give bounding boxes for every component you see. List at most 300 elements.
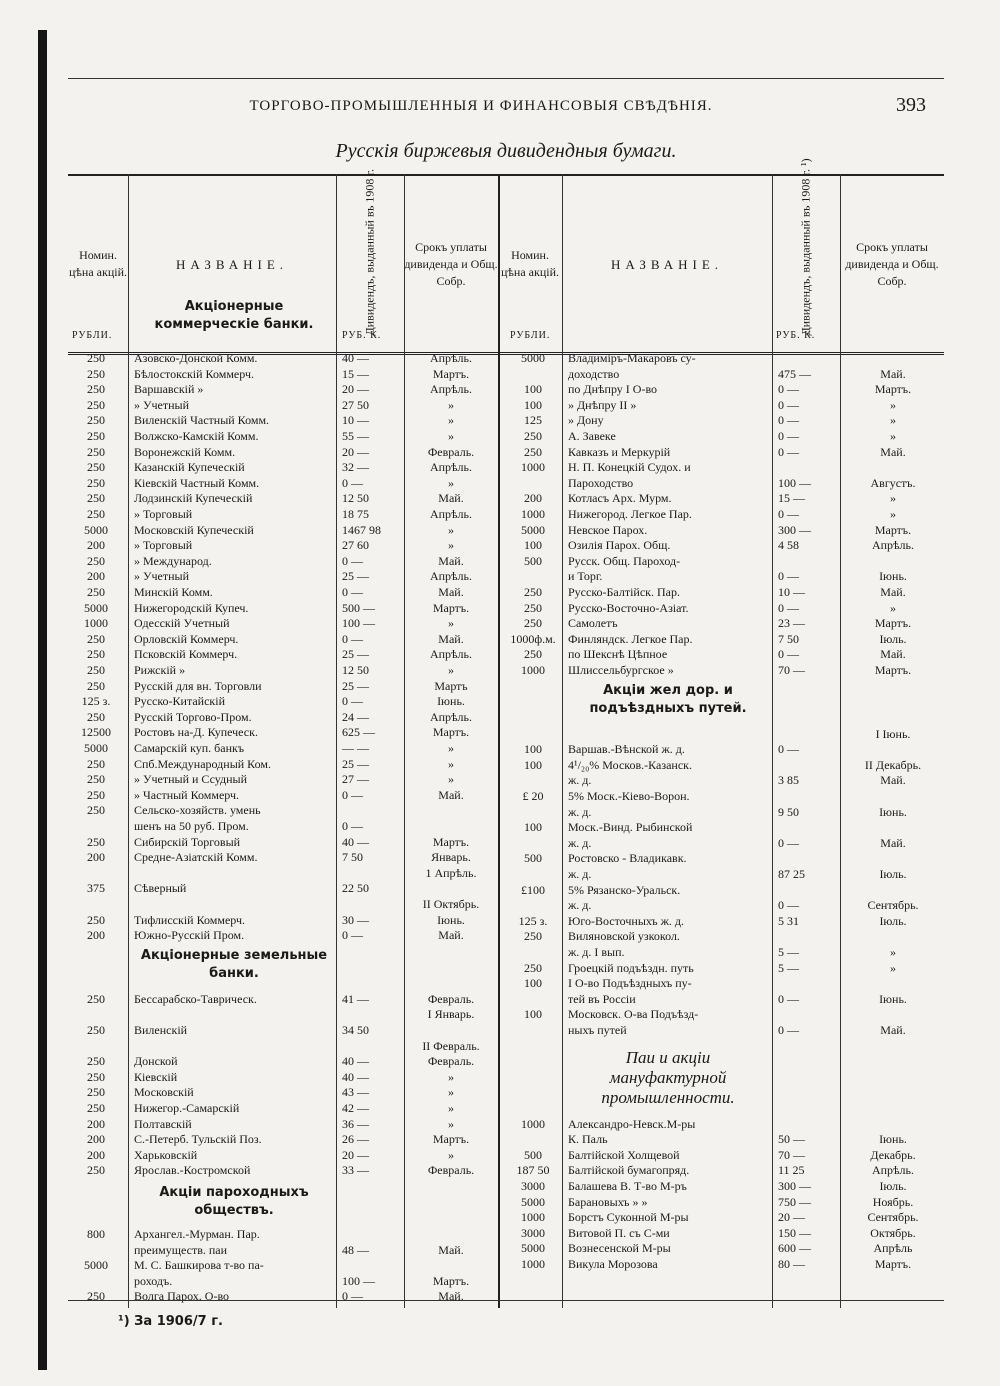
security-name: преимуществ. паи	[134, 1242, 228, 1257]
dividend-value: 15 —	[778, 491, 805, 506]
security-name: Моск.-Винд. Рыбинской	[568, 820, 693, 835]
dividend-value: 18 75	[342, 507, 369, 521]
nominal-value: 187 50	[516, 1163, 550, 1178]
payment-term: Май.	[438, 787, 464, 802]
nominal-value: 100	[524, 397, 542, 412]
dividend-value: 70 —	[778, 663, 805, 677]
security-name: Гроецкій подъѣздн. путь	[568, 960, 694, 975]
security-name: Русско-Китайскій	[134, 694, 226, 709]
section-heading: Акціонерные коммерческіе банки.	[154, 299, 314, 332]
nominal-value: 250	[87, 991, 105, 1006]
table-row	[502, 1240, 942, 1256]
payment-term: Май.	[880, 773, 906, 788]
table-row	[502, 428, 942, 444]
security-name: » Днѣпру II »	[568, 397, 637, 412]
payment-term: »	[890, 429, 896, 443]
nominal-value: 1000	[521, 507, 545, 521]
nominal-value: 250	[87, 382, 105, 397]
table-row	[68, 412, 508, 428]
security-name: Ростовъ на-Д. Купеческ.	[134, 725, 258, 740]
security-name: доходство	[568, 366, 620, 381]
dividend-value: 0 —	[342, 787, 363, 802]
nominal-value: 3000	[521, 1179, 545, 1193]
dividend-value: 27 —	[342, 772, 369, 787]
payment-term: Апрѣль.	[429, 351, 473, 365]
table-row	[68, 802, 508, 818]
payment-term: Декабрь.	[870, 1147, 916, 1162]
dividend-value: 100 —	[342, 616, 375, 631]
dividend-value: 24 —	[342, 709, 369, 724]
dividend-value: 0 —	[778, 397, 799, 412]
table-row	[502, 444, 942, 460]
security-name: Архангел.-Мурман. Пар.	[134, 1227, 260, 1241]
nominal-value: 100	[524, 976, 542, 991]
payment-term: Мартъ.	[874, 382, 912, 397]
dividend-value: 750 —	[778, 1194, 811, 1209]
table-row	[68, 1131, 508, 1147]
dividend-value: 0 —	[342, 553, 363, 568]
payment-term: Мартъ.	[432, 600, 470, 615]
nominal-value: 5000	[521, 351, 545, 365]
nominal-value: 375	[87, 881, 105, 896]
table-row	[502, 568, 942, 584]
nominal-value: 250	[87, 772, 105, 787]
table-row	[68, 631, 508, 647]
bottom-rule	[68, 1300, 944, 1301]
nominal-value: 250	[87, 1069, 105, 1084]
payment-term: »	[448, 429, 454, 443]
security-name: Нижегород. Легкое Пар.	[568, 507, 692, 521]
dividend-value: 300 —	[778, 522, 811, 537]
table-row	[68, 818, 508, 834]
payment-term: Мартъ.	[874, 1257, 912, 1271]
security-name: Борстъ Суконной М-ры	[568, 1210, 689, 1225]
table-row	[502, 397, 942, 413]
nominal-value: 250	[87, 444, 105, 459]
nominal-value: 250	[87, 1085, 105, 1100]
payment-term: Февраль.	[427, 1054, 475, 1069]
col-name-left: НАЗВАНІЕ.	[175, 256, 289, 272]
table-row	[68, 927, 508, 943]
payment-term: Май.	[438, 631, 464, 646]
table-row	[68, 1226, 508, 1242]
payment-term: »	[448, 1147, 454, 1162]
table-row	[68, 1053, 508, 1069]
security-name: Русскій для вн. Торговли	[134, 678, 262, 693]
nominal-value: 5000	[84, 1258, 108, 1273]
nominal-value: 12500	[81, 725, 111, 740]
dividend-value: 7 50	[778, 631, 799, 646]
nominal-value: 200	[87, 1147, 105, 1162]
table-row	[502, 1022, 942, 1038]
security-name: Полтавскій	[134, 1116, 192, 1131]
nominal-value: 250	[87, 709, 105, 724]
nominal-value: 800	[87, 1227, 105, 1241]
payment-term: Августъ.	[870, 475, 916, 490]
security-name: Тифлисскій Коммерч.	[134, 912, 246, 927]
units-left: РУБЛИ.	[72, 330, 113, 341]
table-row	[502, 788, 942, 804]
table-row	[502, 600, 942, 616]
payment-term: »	[448, 663, 454, 677]
security-name: Нижегор.-Самарскій	[134, 1101, 240, 1115]
page	[68, 78, 944, 1348]
dividend-value: 27 50	[342, 397, 369, 412]
table-row	[68, 912, 508, 928]
payment-term: Май.	[438, 491, 464, 506]
security-name: М. С. Башкирова т-во па-	[134, 1258, 264, 1273]
table-row	[502, 850, 942, 866]
payment-term: Май.	[438, 1242, 464, 1257]
table-row	[502, 741, 942, 757]
table-row	[68, 849, 508, 865]
dividend-value: 0 —	[778, 1023, 799, 1037]
payment-term: Февраль.	[427, 1163, 475, 1178]
dividend-value: 625 —	[342, 725, 375, 740]
payment-term: Май.	[438, 585, 464, 599]
dividend-value: 475 —	[778, 366, 811, 381]
payment-term: Май.	[438, 553, 464, 568]
table-row	[502, 975, 942, 991]
dividend-value: 0 —	[778, 413, 799, 428]
security-name: » Торговый	[134, 507, 193, 521]
header-rule	[68, 78, 944, 79]
nominal-value: 1000ф.м.	[510, 631, 556, 646]
dividend-value: 27 60	[342, 538, 369, 553]
table-row	[502, 928, 942, 944]
table-row	[502, 1131, 942, 1147]
section-heading: Паи и акціи мануфактурной промышленности.	[601, 1047, 735, 1107]
table-row	[68, 756, 508, 772]
table-row	[68, 1116, 508, 1132]
dividend-value: 0 —	[778, 647, 799, 662]
nominal-value: 250	[524, 600, 542, 615]
dividend-value: 25 —	[342, 756, 369, 771]
security-name: Балтійской бумагопряд.	[568, 1163, 690, 1178]
payment-term: Апрѣль.	[871, 538, 915, 553]
table-row	[68, 568, 508, 584]
table-row	[68, 584, 508, 600]
table-row	[68, 1288, 508, 1304]
table-row	[502, 366, 942, 382]
table-row	[502, 584, 942, 600]
table-row	[502, 835, 942, 851]
payment-term: »	[890, 397, 896, 412]
payment-term: Іюнь.	[879, 804, 907, 819]
nominal-value: 250	[87, 1023, 105, 1037]
units-right: РУБЛИ.	[510, 330, 551, 341]
security-name: » Частный Коммерч.	[134, 787, 240, 802]
table-row	[68, 1022, 508, 1038]
nominal-value: 200	[87, 928, 105, 943]
page-number: 393	[896, 94, 926, 116]
security-name: Сѣверный	[134, 881, 187, 896]
col-nom-left: Номин. цѣна акцій.	[68, 248, 128, 279]
table-row	[68, 1069, 508, 1085]
dividend-value: 7 50	[342, 850, 363, 865]
payment-term: Май.	[438, 928, 464, 943]
security-name: Московскій Купеческій	[134, 522, 254, 537]
nominal-value: 250	[524, 929, 542, 944]
security-name: Волга Парох. О-во	[134, 1289, 230, 1304]
table-row	[68, 1162, 508, 1178]
table-row	[68, 475, 508, 491]
security-name: Русск. Общ. Пароход-	[568, 553, 681, 568]
dividend-value: 11 25	[778, 1163, 805, 1178]
dividend-value: 300 —	[778, 1179, 811, 1193]
nominal-value: 250	[87, 1101, 105, 1115]
dividend-value: 70 —	[778, 1147, 805, 1162]
security-name: Бессарабско-Таврическ.	[134, 991, 257, 1006]
nominal-value: 250	[87, 631, 105, 646]
payment-term: »	[448, 756, 454, 771]
table-row	[502, 459, 942, 475]
security-name: Виленскій	[134, 1023, 188, 1037]
nominal-value: 100	[524, 757, 542, 772]
payment-term: »	[890, 491, 896, 506]
table-row	[502, 772, 942, 788]
nominal-value: 250	[87, 756, 105, 771]
table-row	[68, 1084, 508, 1100]
table-row	[502, 726, 942, 742]
nominal-value: 250	[524, 429, 542, 443]
security-name: по Днѣпру I О-во	[568, 382, 658, 397]
security-name: Владиміръ-Макаровъ су-	[568, 351, 696, 365]
payment-term: Іюнь.	[879, 1132, 907, 1147]
payment-term: Іюль.	[879, 1179, 907, 1193]
security-name: Орловскій Коммерч.	[134, 631, 239, 646]
nominal-value: 5000	[521, 1194, 545, 1209]
security-name: Кіевскій Частный Комм.	[134, 475, 260, 490]
nominal-value: 100	[524, 382, 542, 397]
nominal-value: 250	[524, 444, 542, 459]
security-name: и Торг.	[568, 569, 603, 584]
payment-term: Мартъ	[434, 678, 468, 693]
security-name: Волжско-Камскій Комм.	[134, 429, 259, 443]
payment-term: »	[890, 945, 896, 959]
table-row	[68, 600, 508, 616]
nominal-value: 1000	[521, 1210, 545, 1225]
payment-term: II Декабрь.	[864, 757, 922, 772]
payment-term: Мартъ.	[432, 1273, 470, 1288]
security-name: » Учетный	[134, 569, 190, 584]
table-row	[502, 757, 942, 773]
nominal-value: 1000	[521, 1116, 545, 1131]
nominal-value: 200	[87, 1132, 105, 1147]
table-row	[68, 397, 508, 413]
payment-term: »	[448, 538, 454, 553]
table-row	[68, 553, 508, 569]
payment-term: Май.	[438, 1289, 464, 1304]
payment-term: Мартъ.	[432, 725, 470, 740]
security-name: Котласъ Арх. Мурм.	[568, 491, 672, 506]
dividend-value: 26 —	[342, 1132, 369, 1147]
nominal-value: 500	[524, 1147, 542, 1162]
nominal-value: 5000	[521, 522, 545, 537]
col-term-right: Срокъ уплаты дивиденда и Общ. Собр.	[845, 239, 939, 288]
table-row	[68, 1273, 508, 1289]
payment-term: Февраль.	[427, 991, 475, 1006]
dividend-value: 500 —	[342, 600, 375, 615]
table-row	[502, 662, 942, 678]
nominal-value: 250	[87, 585, 105, 599]
page-spine	[38, 30, 47, 1370]
nominal-value: 200	[87, 1116, 105, 1131]
security-name: роходъ.	[134, 1273, 173, 1288]
dividend-value: 600 —	[778, 1241, 811, 1256]
dividend-value: 40 —	[342, 834, 369, 849]
security-name: Кіевскій	[134, 1069, 178, 1084]
nominal-value: 250	[87, 460, 105, 475]
dividend-value: 0 —	[778, 835, 799, 850]
table-row	[68, 709, 508, 725]
security-name: ныхъ путей	[568, 1023, 627, 1037]
dividend-value: 100 —	[342, 1273, 375, 1288]
security-name: Пароходство	[568, 475, 634, 490]
security-name: Казанскій Купеческій	[134, 460, 245, 475]
payment-term: Мартъ.	[432, 1132, 470, 1147]
security-name: 4¹/₂₀% Москов.-Казанск.	[568, 757, 692, 772]
nominal-value: £100	[521, 882, 545, 897]
table-row	[68, 678, 508, 694]
dividend-value: 9 50	[778, 804, 799, 819]
table-row	[502, 1178, 942, 1194]
security-name: Балашева В. Т-во М-ръ	[568, 1179, 687, 1193]
dividend-value: 48 —	[342, 1242, 369, 1257]
security-name: Александро-Невск.М-ры	[568, 1116, 696, 1131]
nominal-value: 200	[87, 569, 105, 584]
footnote: ¹) За 1906/7 г.	[118, 1314, 223, 1329]
nominal-value: 125 з.	[518, 913, 548, 928]
table-row	[68, 880, 508, 896]
security-name: Московск. О-ва Подъѣзд-	[568, 1007, 699, 1022]
table-row	[502, 866, 942, 882]
security-name: ж. д.	[568, 773, 592, 788]
security-name: Вознесенской М-ры	[568, 1241, 671, 1256]
security-name: Самарскій куп. банкъ	[134, 741, 245, 755]
dividend-value: 42 —	[342, 1101, 369, 1115]
payment-term: II Октябрь.	[422, 897, 480, 911]
nominal-value: 100	[524, 1007, 542, 1022]
security-name: Барановыхъ » »	[568, 1194, 648, 1209]
nominal-value: 1000	[521, 460, 545, 475]
table-row	[68, 537, 508, 553]
table-row	[502, 646, 942, 662]
payment-term: Май.	[880, 1023, 906, 1037]
dividend-value: 30 —	[342, 912, 369, 927]
dividend-value: 40 —	[342, 351, 369, 365]
table-row	[68, 787, 508, 803]
security-name: Харьковскій	[134, 1147, 198, 1162]
security-name: 5% Рязанско-Уральск.	[568, 882, 681, 897]
security-name: Донской	[134, 1054, 178, 1069]
table-row	[502, 553, 942, 569]
table-row	[502, 475, 942, 491]
nominal-value: 250	[87, 1289, 105, 1304]
security-name: Спб.Международный Ком.	[134, 756, 271, 771]
table-row	[68, 350, 508, 366]
dividend-value: 20 —	[342, 1147, 369, 1162]
col-div-left: Дивидендъ, выданный въ 1908 г.	[362, 169, 377, 336]
nominal-value: 250	[87, 912, 105, 927]
table-row	[68, 865, 508, 881]
dividend-value: 23 —	[778, 616, 805, 631]
security-name: » Дону	[568, 413, 604, 428]
nominal-value: 250	[524, 647, 542, 662]
security-name: Лодзинскій Купеческій	[134, 491, 253, 506]
nominal-value: 100	[524, 742, 542, 757]
col-name-right: НАЗВАНІЕ.	[610, 256, 724, 272]
nominal-value: 125	[524, 413, 542, 428]
nominal-value: £ 20	[522, 789, 544, 803]
section-heading: Акціи жел дор. и подъѣздныхъ путей.	[589, 682, 747, 716]
table-row	[502, 819, 942, 835]
payment-term: Мартъ.	[432, 366, 470, 381]
security-name: 5% Моск.-Кіево-Ворон.	[568, 789, 690, 803]
payment-term: Мартъ.	[874, 616, 912, 631]
nominal-value: 200	[87, 538, 105, 553]
dividend-value: 43 —	[342, 1085, 369, 1100]
table-row	[502, 913, 942, 929]
dividend-value: 25 —	[342, 569, 369, 584]
dividend-value: 5 31	[778, 913, 799, 928]
security-name: по Шекснѣ Цѣпное	[568, 647, 668, 662]
payment-term: »	[448, 522, 454, 537]
security-name: Средне-Азіатскій Комм.	[134, 850, 258, 865]
col-term-left: Срокъ уплаты дивиденда и Общ. Собр.	[404, 239, 498, 288]
col-div-right: Дивидендъ, выданный въ 1908 г. ¹)	[798, 158, 813, 336]
table-row	[502, 1209, 942, 1225]
table-row	[68, 724, 508, 740]
dividend-value: 10 —	[778, 585, 805, 599]
table-row	[68, 662, 508, 678]
payment-term: Сентябрь.	[867, 898, 919, 913]
nominal-value: 250	[87, 647, 105, 662]
payment-term: »	[448, 1101, 454, 1115]
table-row	[68, 1242, 508, 1258]
security-name: Русско-Балтійск. Пар.	[568, 585, 681, 599]
dividend-value: 0 —	[342, 928, 363, 943]
nominal-value: 250	[87, 491, 105, 506]
table-row	[68, 1147, 508, 1163]
dividend-value: 20 —	[778, 1210, 805, 1225]
table-row	[502, 615, 942, 631]
security-name: Одесскій Учетный	[134, 616, 230, 631]
table-row	[68, 991, 508, 1007]
table-row	[68, 896, 508, 912]
table-row	[68, 615, 508, 631]
security-name: шенъ на 50 руб. Пром.	[134, 819, 249, 833]
payment-term: Іюль.	[879, 867, 907, 881]
payment-term: Май.	[880, 647, 906, 662]
security-name: Викула Морозова	[568, 1257, 658, 1271]
dividend-value: 0 —	[342, 585, 363, 599]
payment-term: »	[448, 475, 454, 490]
nominal-value: 100	[524, 538, 542, 553]
nominal-value: 1000	[521, 663, 545, 677]
table-row	[68, 1100, 508, 1116]
payment-term: Апрѣль.	[871, 1163, 915, 1178]
table-row	[68, 1006, 508, 1022]
nominal-value: 250	[87, 678, 105, 693]
table-row	[68, 459, 508, 475]
table-row	[502, 960, 942, 976]
dividend-value: 0 —	[778, 898, 799, 913]
dividend-value: 0 —	[342, 819, 363, 833]
section-heading: Акціонерные земельные банки.	[140, 947, 328, 981]
payment-term: Ноябрь.	[872, 1194, 914, 1209]
security-name: Варшавскій »	[134, 382, 204, 397]
